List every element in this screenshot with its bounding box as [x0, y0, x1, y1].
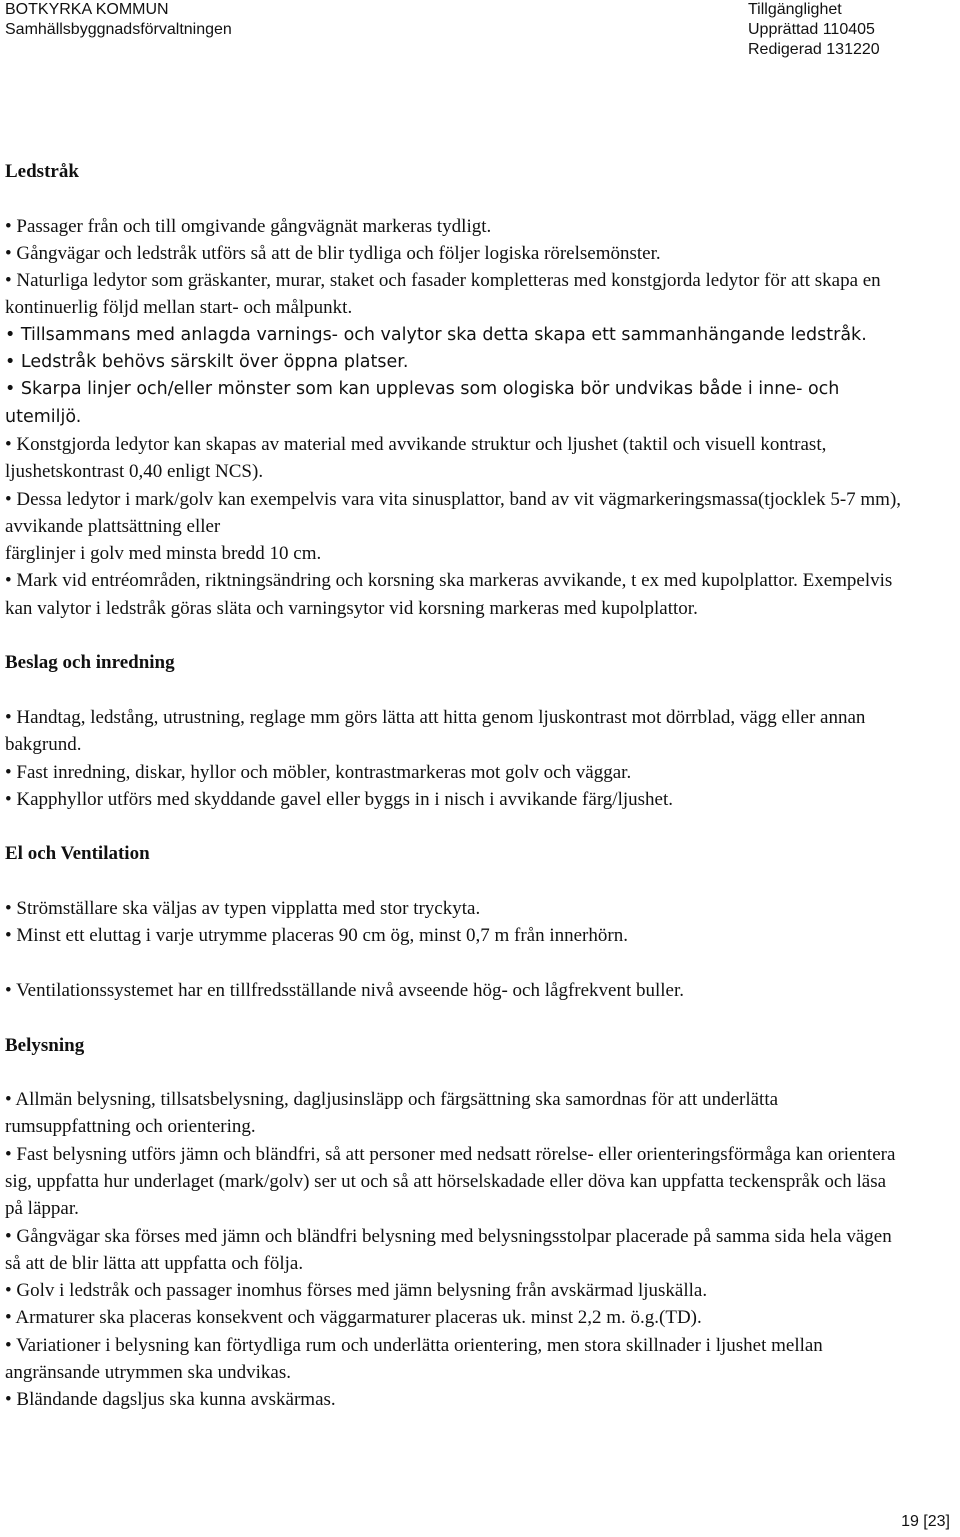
- list-item: • Armaturer ska placeras konsekvent och väggarmaturer placeras uk. minst 2,2 m. ö.g.(TD).: [5, 1304, 905, 1331]
- list-item: • Fast inredning, diskar, hyllor och möbler, kontrastmarkeras mot golv och väggar.: [5, 759, 905, 786]
- list-beslag: [5, 704, 905, 813]
- list-item: • Strömställare ska väljas av typen vipplatta med stor tryckyta.: [5, 895, 905, 922]
- list-item: • Fast belysning utförs jämn och bländfri, så att personer med nedsatt rörelse- eller orienteringsförmåga kan orientera sig, uppfatta hur underlaget (mark/golv) ser ut och så att hörselskadade eller döva kan uppfatta teckenspråk och läsa på läppar.: [5, 1141, 905, 1223]
- list-item: • Konstgjorda ledytor kan skapas av material med avvikande struktur och ljushet (taktil och visuell kontrast, ljushetskontrast 0,40 enligt NCS).: [5, 431, 905, 486]
- header-right: [748, 0, 880, 60]
- section-heading-beslag: Beslag och inredning: [5, 652, 175, 674]
- section-heading-el: El och Ventilation: [5, 843, 150, 865]
- section-heading-ledstrak: Ledstråk: [5, 161, 79, 182]
- page-number: 19 [23]: [901, 1513, 950, 1530]
- list-item: • Minst ett eluttag i varje utrymme placeras 90 cm ög, minst 0,7 m från innerhörn.: [5, 922, 905, 949]
- list-ledstrak: [5, 213, 905, 622]
- list-item: • Kapphyllor utförs med skyddande gavel eller byggs in i nisch i avvikande färg/ljushet.: [5, 786, 905, 813]
- document-body: [5, 158, 905, 1414]
- created-date: Upprättad 110405: [748, 21, 875, 38]
- list-belysning: [5, 1086, 905, 1414]
- list-item: • Passager från och till omgivande gångvägnät markeras tydligt.: [5, 213, 905, 240]
- header-left: [5, 0, 232, 40]
- list-item: • Naturliga ledytor som gräskanter, murar, staket och fasader kompletteras med konstgjorda ledytor för att skapa en kontinuerlig följd mellan start- och målpunkt.: [5, 267, 905, 322]
- org-name: BOTKYRKA KOMMUN: [5, 1, 169, 18]
- list-item: • Tillsammans med anlagda varnings- och valytor ska detta skapa ett sammanhängande ledstråk.: [5, 322, 905, 349]
- list-item: • Mark vid entréområden, riktningsändring och korsning ska markeras avvikande, t ex med kupolplattor. Exempelvis kan valytor i ledstråk göras släta och varningsytor vid korsning markeras med kupolplattor.: [5, 567, 905, 622]
- list-item: • Bländande dagsljus ska kunna avskärmas.: [5, 1386, 905, 1413]
- list-item: • Ledstråk behövs särskilt över öppna platser.: [5, 349, 905, 376]
- list-item: • Variationer i belysning kan förtydliga rum och underlätta orientering, men stora skillnader i ljushet mellan angränsande utrymmen ska undvikas.: [5, 1332, 905, 1387]
- list-item: • Gångvägar och ledstråk utförs så att de blir tydliga och följer logiska rörelsemönster.: [5, 240, 905, 267]
- list-item: • Allmän belysning, tillsatsbelysning, dagljusinsläpp och färgsättning ska samordnas för att underlätta rumsuppfattning och orientering.: [5, 1086, 905, 1141]
- list-item: • Golv i ledstråk och passager inomhus förses med jämn belysning från avskärmad ljuskälla.: [5, 1277, 905, 1304]
- list-item: • Ventilationssystemet har en tillfredsställande nivå avseende hög- och lågfrekvent buller.: [5, 977, 905, 1004]
- edited-date: Redigerad 131220: [748, 41, 880, 58]
- list-item: • Dessa ledytor i mark/golv kan exempelvis vara vita sinusplattor, band av vit vägmarkeringsmassa(tjocklek 5-7 mm), avvikande plattsättning eller färglinjer i golv med minsta bredd 10 cm.: [5, 486, 905, 568]
- list-el: [5, 895, 905, 1004]
- list-item: • Gångvägar ska förses med jämn och bländfri belysning med belysningsstolpar placerade på samma sida hela vägen så att de blir lätta att uppfatta och följa.: [5, 1223, 905, 1278]
- document-topic: Tillgänglighet: [748, 1, 842, 18]
- section-heading-belysning: Belysning: [5, 1034, 85, 1056]
- list-item: • Skarpa linjer och/eller mönster som kan upplevas som ologiska bör undvikas både i inne- och utemiljö.: [5, 376, 905, 431]
- list-item: • Handtag, ledstång, utrustning, reglage mm görs lätta att hitta genom ljuskontrast mot dörrblad, vägg eller annan bakgrund.: [5, 704, 905, 759]
- department-name: Samhällsbyggnadsförvaltningen: [5, 21, 232, 38]
